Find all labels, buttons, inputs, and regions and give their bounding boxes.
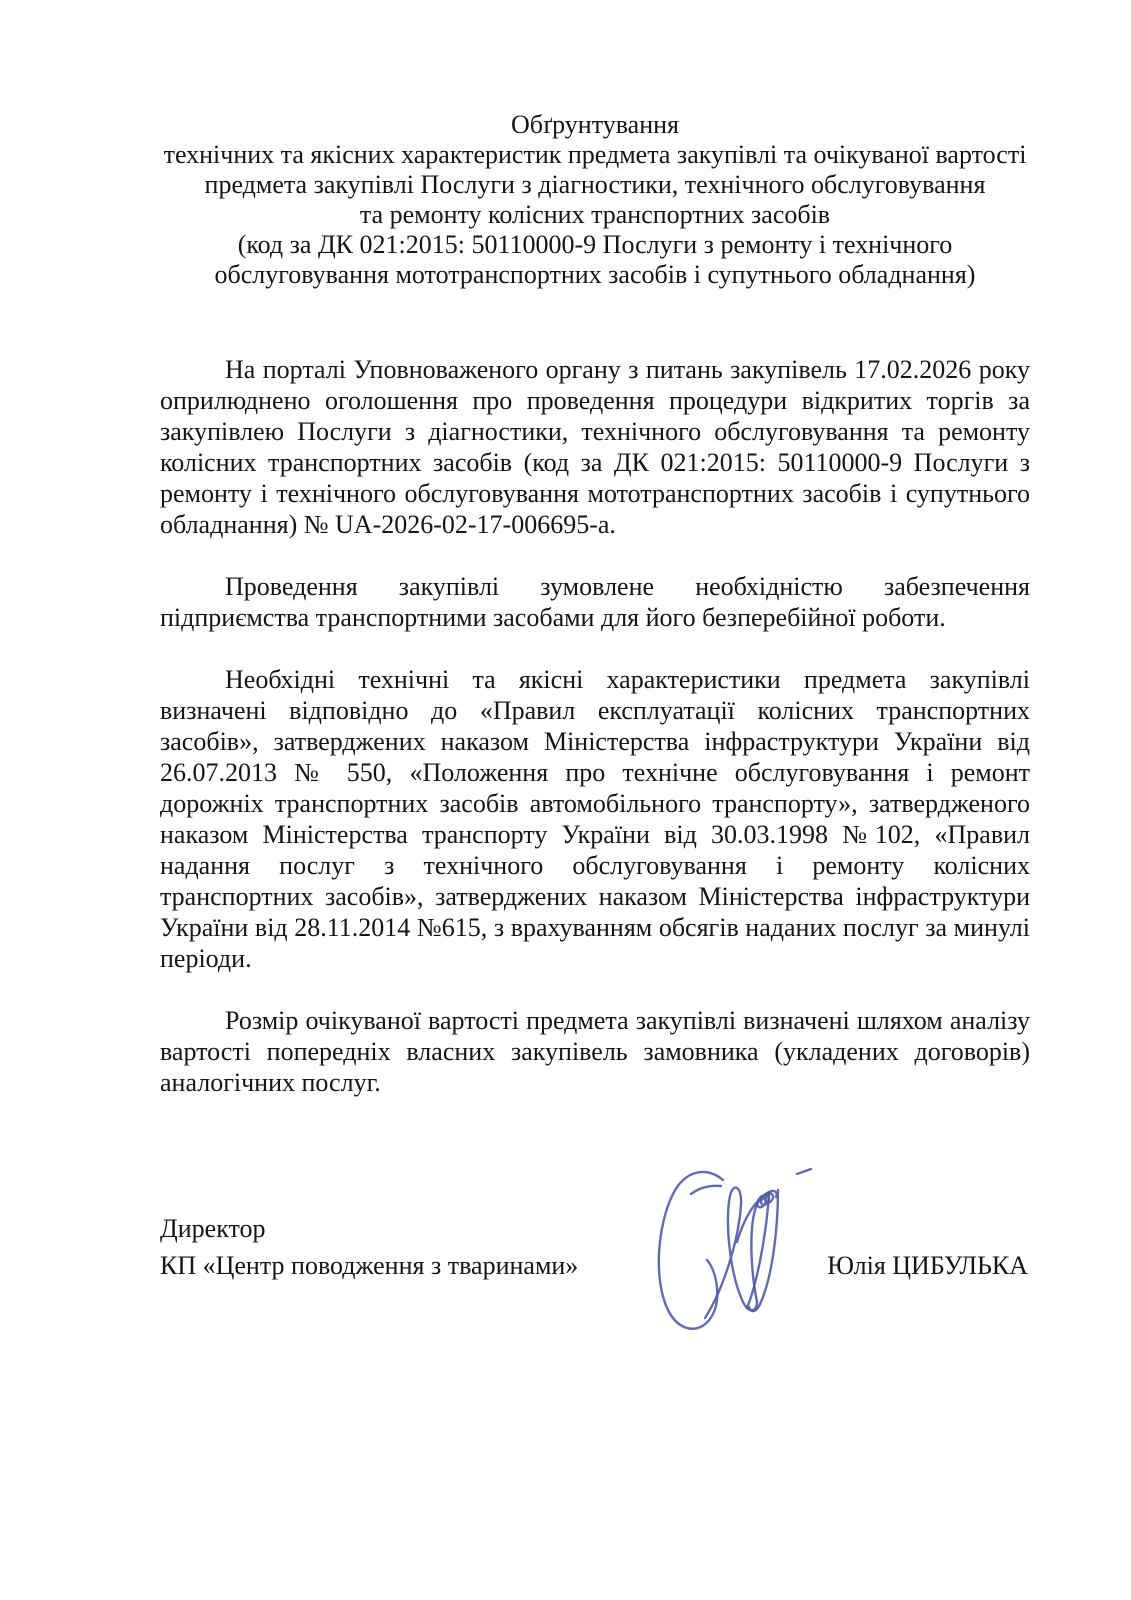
signature-stroke-small-loops: [737, 1191, 777, 1242]
signature-stroke-tall-loop: [705, 1188, 757, 1318]
handwritten-signature: [645, 1122, 815, 1340]
title-line-1: Обґрунтування: [511, 110, 679, 139]
signature-stroke-top-squiggle: [691, 1186, 721, 1194]
paragraph-expected-value: Розмір очікуваної вартості предмета закупівлі визначені шляхом аналізу вартості попередніх власних закупівель замовника (укладених договорів) аналогічних послуг.: [160, 1006, 1030, 1097]
title-line-4: та ремонту колісних транспортних засобів: [359, 200, 831, 229]
signature-block: [160, 1210, 1028, 1284]
title-line-2: технічних та якісних характеристик предмета закупівлі та очікуваної вартості: [163, 140, 1027, 169]
paragraph-announcement: На порталі Уповноваженого органу з питань закупівель 17.02.2026 року оприлюднено оголошення про проведення процедури відкритих торгів за закупівлею Послуги з діагностики, технічного обслуговування та ремонту колісних транспортних засобів (код за ДК 021:2015: 50110000-9 Послуги з ремонту і технічного обслуговування мототранспортних засобів і супутнього обладнання) № UA-2026-02-17-006695-a.: [160, 355, 1030, 539]
paragraph-purpose: Проведення закупівлі зумовлене необхідністю забезпечення підприємства транспортними засобами для його безперебійної роботи.: [160, 572, 1030, 632]
signer-position: Директор: [160, 1214, 266, 1243]
paragraph-technical-requirements: Необхідні технічні та якісні характеристики предмета закупівлі визначені відповідно до «Правил експлуатації колісних транспортних засобів», затверджених наказом Міністерства інфраструктури України від 26.07.2013 № 550, «Положення про технічне обслуговування і ремонт дорожніх транспортних засобів автомобільного транспорту», затвердженого наказом Міністерства транспорту України від 30.03.1998 №102, «Правил надання послуг з технічного обслуговування і ремонту колісних транспортних засобів», затверджених наказом Міністерства інфраструктури України від 28.11.2014 №615, з врахуванням обсягів наданих послуг за минулі періоди.: [160, 665, 1030, 973]
signature-stroke-dash: [797, 1169, 811, 1174]
signer-position-org: [160, 1210, 578, 1284]
document-title: [160, 110, 1030, 290]
title-line-6: обслуговування мототранспортних засобів і супутнього обладнання): [214, 260, 976, 289]
title-line-5: (код за ДК 021:2015: 50110000-9 Послуги з ремонту і технічного: [237, 230, 953, 259]
title-line-3: предмета закупівлі Послуги з діагностики, технічного обслуговування: [204, 170, 986, 199]
signer-organization: КП «Центр поводження з тваринами»: [160, 1251, 579, 1280]
signer-name: Юлія ЦИБУЛЬКА: [827, 1251, 1028, 1280]
